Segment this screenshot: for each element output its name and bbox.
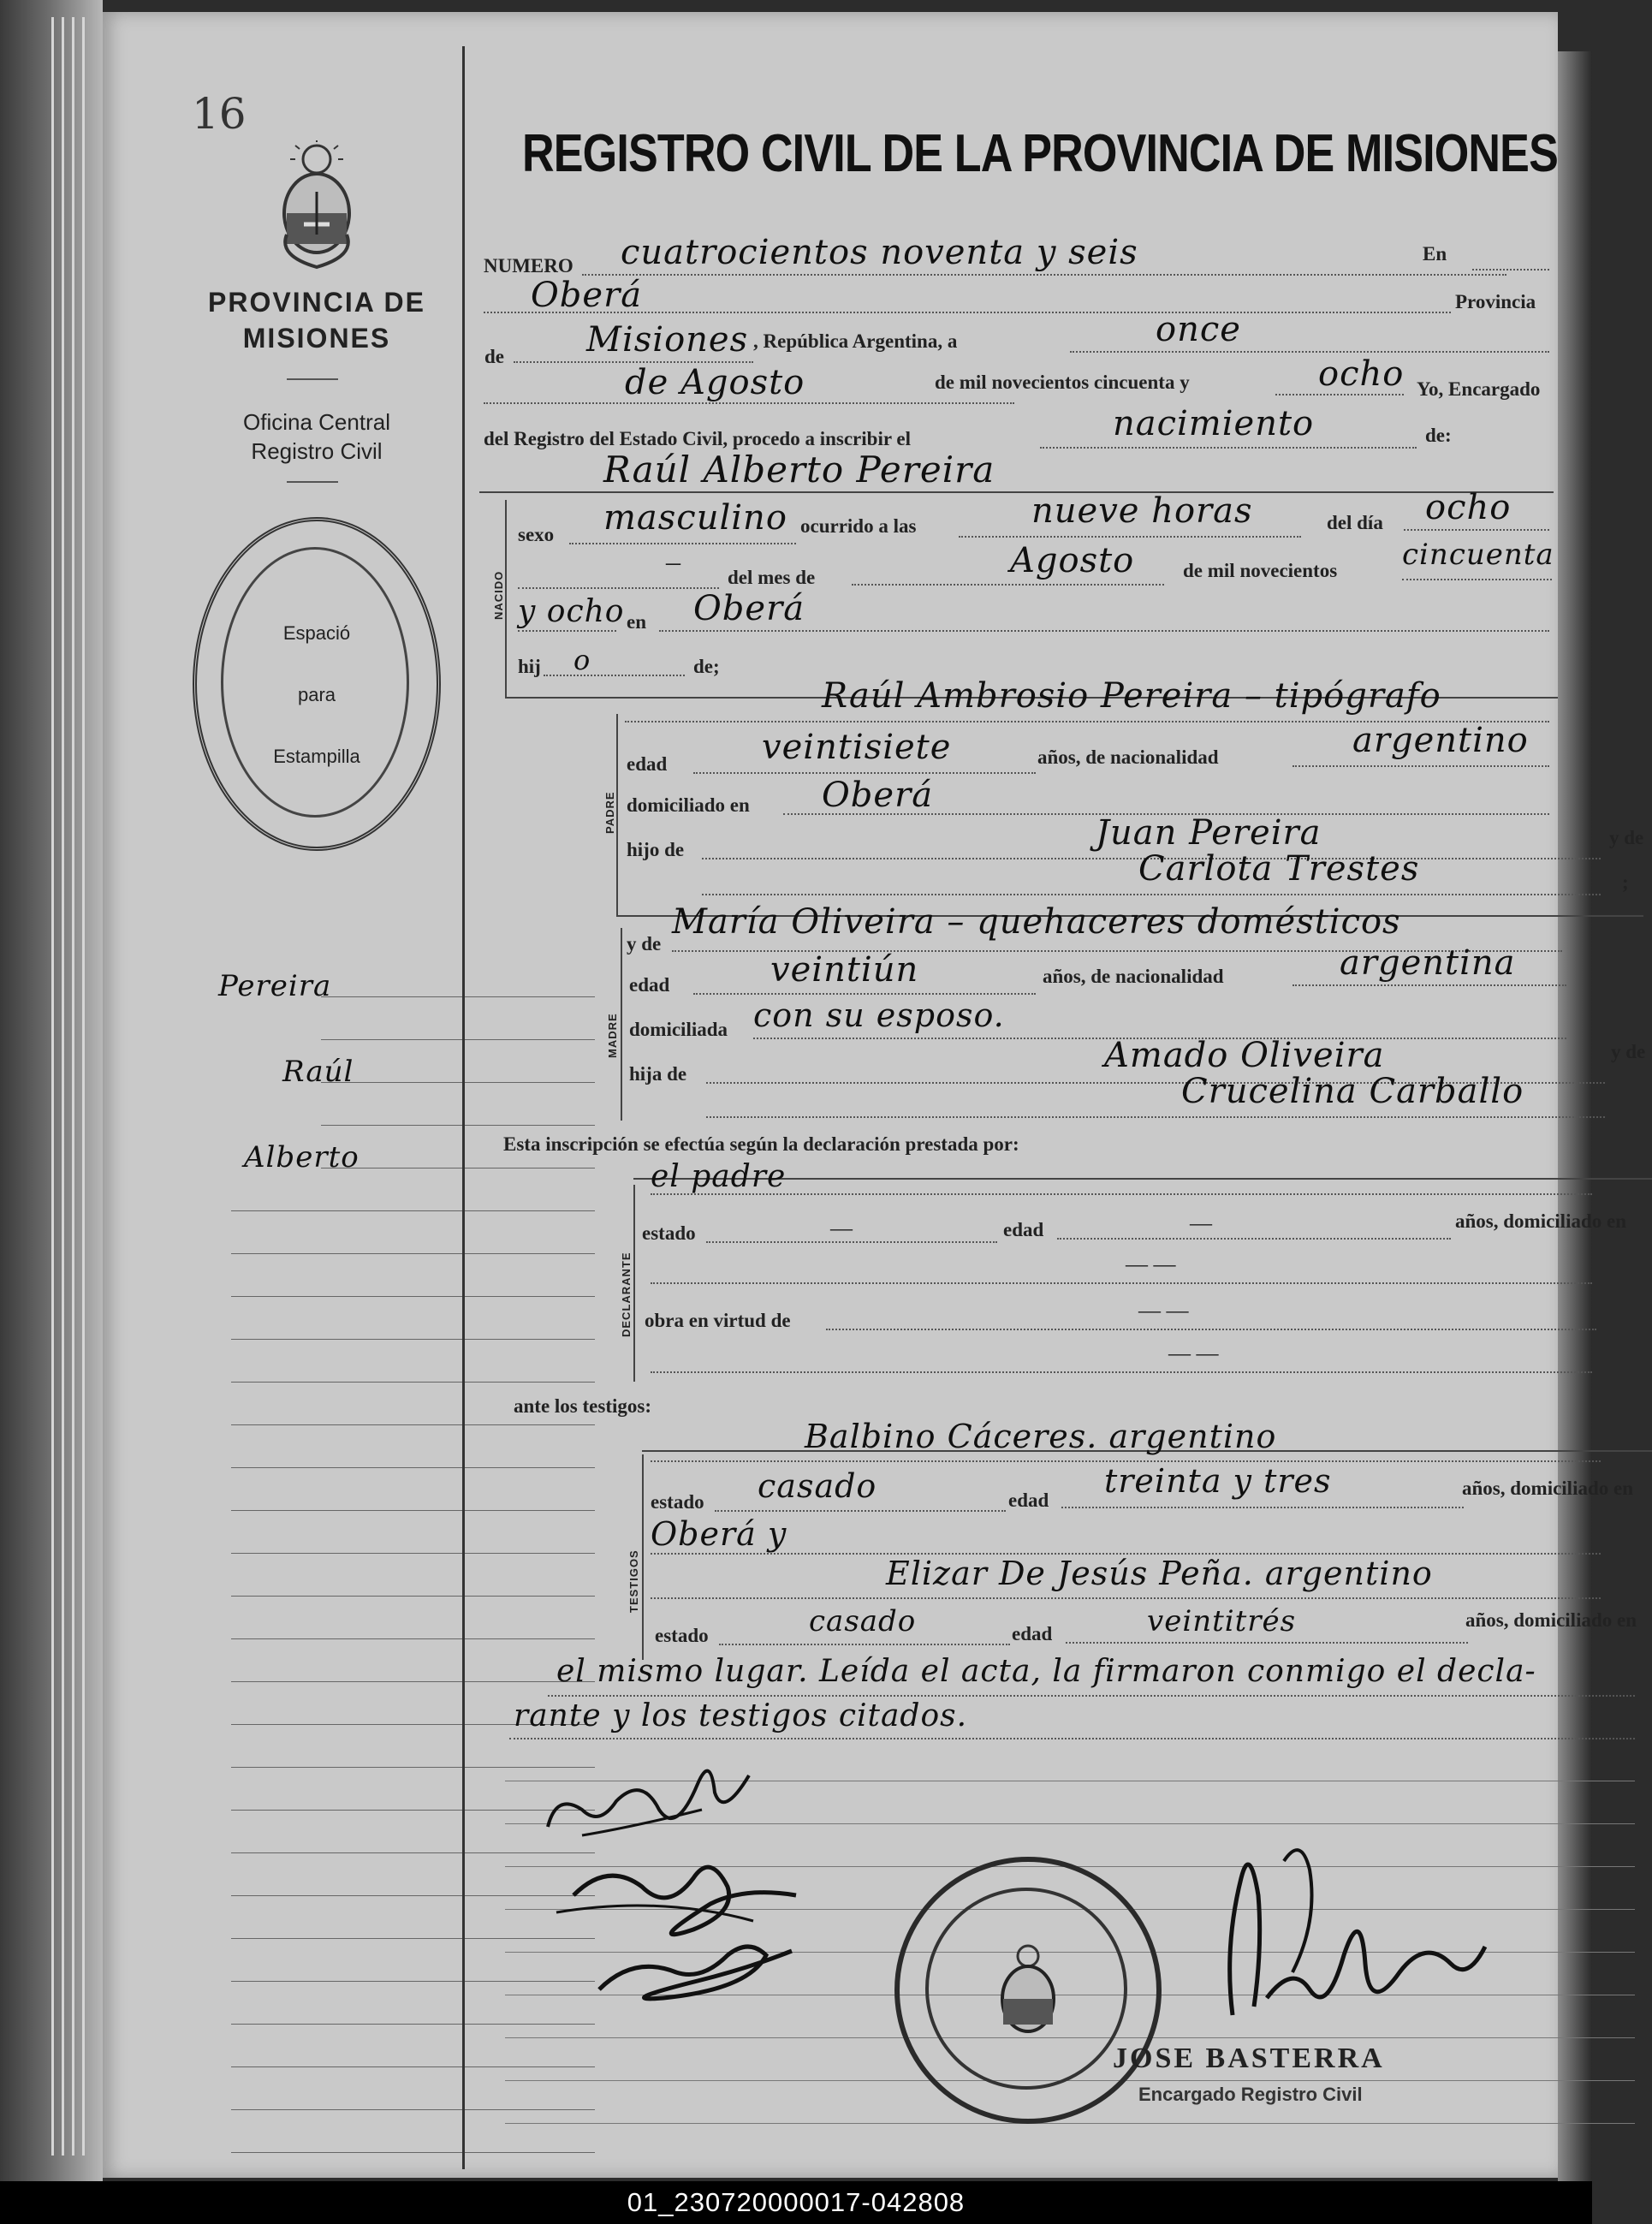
obra-value-2: — — xyxy=(1168,1341,1219,1365)
madre-madre-de: Crucelina Carballo xyxy=(1181,1072,1524,1111)
margin-note-middle-name: Alberto xyxy=(244,1140,360,1174)
padre-madre-de: Carlota Trestes xyxy=(1138,849,1420,889)
numero-value: cuatrocientos noventa y seis xyxy=(621,233,1138,272)
declarante-section-label: DECLARANTE xyxy=(620,1252,633,1337)
book-binding xyxy=(0,0,103,2181)
month-value: de Agosto xyxy=(625,363,805,402)
margin-rule xyxy=(231,1382,595,1383)
page-number: 16 xyxy=(192,89,247,139)
madre-y-de-label: y de xyxy=(627,933,662,954)
padre-edad-label: edad xyxy=(627,753,668,775)
madre-nacionalidad-label: años, de nacionalidad xyxy=(1043,966,1224,987)
padre-name: Raúl Ambrosio Pereira – tipógrafo xyxy=(822,676,1441,716)
margin-rule xyxy=(231,2066,595,2067)
declarante-edad-label: edad xyxy=(1003,1219,1044,1240)
declaracion-intro: Esta inscripción se efectúa según la declaración prestada por: xyxy=(503,1133,1019,1155)
officer-title: Encargado Registro Civil xyxy=(1138,2084,1363,2105)
margin-note-first-name: Raúl xyxy=(282,1055,354,1089)
del-dia-label: del día xyxy=(1327,512,1383,533)
testigo-1-anos-label: años, domiciliado en xyxy=(1462,1478,1634,1499)
margin-rule xyxy=(231,1253,595,1254)
sexo-label: sexo xyxy=(518,524,555,545)
office-line-1: Oficina Central xyxy=(243,409,390,435)
madre-nacionalidad-value: argentina xyxy=(1340,943,1516,983)
closing-line-2: rante y los testigos citados. xyxy=(514,1698,968,1733)
registro-label: del Registro del Estado Civil, procedo a inscribir el xyxy=(484,428,911,449)
registro-civil-seal-icon xyxy=(894,1857,1162,2124)
closing-line-1: el mismo lugar. Leída el acta, la firmaron conmigo el decla- xyxy=(556,1654,1536,1689)
margin-rule xyxy=(231,1638,595,1639)
declarante-estado-value: — xyxy=(830,1216,853,1240)
testigo-2-edad-value: veintitrés xyxy=(1147,1604,1297,1638)
margin-note-surname: Pereira xyxy=(218,969,332,1003)
margin-rule xyxy=(231,1981,595,1982)
testigo-2-edad-label: edad xyxy=(1012,1623,1053,1644)
declarante-domicilio-value: — — xyxy=(1126,1252,1176,1276)
madre-hija-de-label: hija de xyxy=(629,1063,687,1085)
hij-label: hij xyxy=(518,656,541,677)
testigo-1-name: Balbino Cáceres. argentino xyxy=(805,1418,1277,1455)
office-line-2: Registro Civil xyxy=(251,438,383,464)
province-line-1: PROVINCIA DE xyxy=(208,287,425,318)
day-value: once xyxy=(1156,310,1241,349)
year-label: de mil novecientos cincuenta y xyxy=(935,372,1190,393)
margin-rule xyxy=(321,996,595,997)
testigo-2-estado-label: estado xyxy=(655,1625,709,1646)
margin-rule xyxy=(231,2152,595,2153)
sexo-value: masculino xyxy=(603,498,787,538)
coat-of-arms-icon xyxy=(270,140,364,269)
margin-rule xyxy=(231,1296,595,1297)
padre-hijo-de-label: hijo de xyxy=(627,839,685,860)
declarante-anos-label: años, domiciliado en xyxy=(1455,1210,1627,1232)
margin-rule xyxy=(231,1596,595,1597)
testigo-1-estado-value: casado xyxy=(758,1467,877,1505)
year-value: ocho xyxy=(1318,354,1405,394)
madre-section-label: MADRE xyxy=(606,1013,619,1058)
de-label: de xyxy=(484,346,504,367)
en-label: En xyxy=(1423,243,1447,265)
madre-edad-value: veintiún xyxy=(770,950,919,990)
anio-value-2: y ocho xyxy=(518,594,625,629)
stamp-space-text: Espació para Estampilla xyxy=(273,622,360,767)
margin-rule xyxy=(231,1467,595,1468)
testigo-2-name: Elizar De Jesús Peña. argentino xyxy=(886,1555,1433,1592)
declarante-edad-value: — xyxy=(1190,1210,1212,1235)
margin-rule xyxy=(231,1210,595,1211)
provincia-label: Provincia xyxy=(1455,291,1536,312)
testigo-2-estado-value: casado xyxy=(809,1604,917,1638)
margin-rule xyxy=(321,1039,595,1040)
numero-label: NUMERO xyxy=(484,255,573,277)
testigo-1-estado-label: estado xyxy=(651,1491,704,1513)
ocurrido-label: ocurrido a las xyxy=(800,515,917,537)
hij-value: o xyxy=(573,644,591,676)
mes-value: Agosto xyxy=(1010,541,1135,580)
madre-y-de-label-2: y de xyxy=(1611,1041,1646,1062)
obra-value: — — xyxy=(1138,1298,1189,1323)
declarante-value: el padre xyxy=(651,1159,787,1194)
margin-rule xyxy=(231,1938,595,1939)
de-colon-label: de: xyxy=(1425,425,1452,446)
obra-label: obra en virtud de xyxy=(645,1310,791,1331)
nacido-dash: – xyxy=(666,546,680,578)
province-value: Misiones xyxy=(586,320,749,360)
register-page xyxy=(103,12,1646,2178)
padre-semicolon: ; xyxy=(1622,871,1629,893)
padre-edad-value: veintisiete xyxy=(762,728,952,767)
hora-value: nueve horas xyxy=(1031,491,1253,531)
padre-domicilio-value: Oberá xyxy=(822,776,934,815)
padre-nacionalidad-value: argentino xyxy=(1352,721,1529,760)
margin-rule xyxy=(321,1125,595,1126)
nacido-en-value: Oberá xyxy=(693,589,805,628)
act-type-value: nacimiento xyxy=(1113,404,1315,443)
republica-label: , República Argentina, a xyxy=(753,330,958,352)
officer-signature xyxy=(1138,1827,1532,2054)
person-name: Raúl Alberto Pereira xyxy=(603,449,995,491)
stamp-seal-icon xyxy=(193,517,441,851)
declarante-estado-label: estado xyxy=(642,1222,696,1244)
image-id-footer: 01_230720000017-042808 xyxy=(0,2181,1592,2224)
mes-label: del mes de xyxy=(728,567,816,588)
hij-de-label: de; xyxy=(693,656,720,677)
padre-section-label: PADRE xyxy=(603,791,616,834)
nacido-section-label: NACIDO xyxy=(492,570,505,620)
margin-rule xyxy=(231,2024,595,2025)
madre-edad-label: edad xyxy=(629,974,670,996)
testigo-2-anos-label: años, domiciliado en xyxy=(1465,1609,1637,1631)
padre-y-de-label: y de xyxy=(1609,827,1644,848)
anio-label: de mil novecientos xyxy=(1183,560,1338,581)
office-label xyxy=(205,407,428,466)
padre-domicilio-label: domiciliado en xyxy=(627,794,750,816)
madre-domicilio-label: domiciliada xyxy=(629,1019,728,1040)
testigo-1-edad-label: edad xyxy=(1008,1490,1049,1511)
madre-domicilio-value: con su esposo. xyxy=(753,996,1005,1034)
margin-rule xyxy=(231,2109,595,2110)
margin-rule xyxy=(231,1510,595,1511)
madre-name: María Oliveira – quehaceres domésticos xyxy=(672,902,1401,942)
place-value: Oberá xyxy=(531,276,643,315)
encargado-label: Yo, Encargado xyxy=(1417,378,1541,400)
page-title: REGISTRO CIVIL DE LA PROVINCIA DE MISIONES xyxy=(522,124,1558,183)
testigos-section-label: TESTIGOS xyxy=(627,1549,640,1613)
margin-rule xyxy=(231,1553,595,1554)
testigo-1-domicilio: Oberá y xyxy=(651,1515,787,1553)
madre-padre-de: Amado Oliveira xyxy=(1104,1036,1385,1075)
margin-rule xyxy=(231,1339,595,1340)
padre-padre-de: Juan Pereira xyxy=(1096,813,1322,853)
margin-rule xyxy=(321,1082,595,1083)
margin-rule xyxy=(231,1681,595,1682)
nacido-en-label: en xyxy=(627,611,646,633)
testigo-1-edad-value: treinta y tres xyxy=(1104,1462,1332,1500)
margin-rule xyxy=(231,1895,595,1896)
anio-value: cincuenta xyxy=(1402,538,1554,572)
dia-value: ocho xyxy=(1425,488,1512,527)
signature-rule xyxy=(505,2123,1635,2124)
province-label xyxy=(188,284,445,356)
testigo-2-signature xyxy=(565,1930,873,2019)
padre-nacionalidad-label: años, de nacionalidad xyxy=(1037,746,1219,768)
officer-name: JOSE BASTERRA xyxy=(1113,2043,1385,2074)
testigos-intro: ante los testigos: xyxy=(514,1395,651,1417)
province-line-2: MISIONES xyxy=(242,323,391,354)
margin-rule xyxy=(231,1424,595,1425)
